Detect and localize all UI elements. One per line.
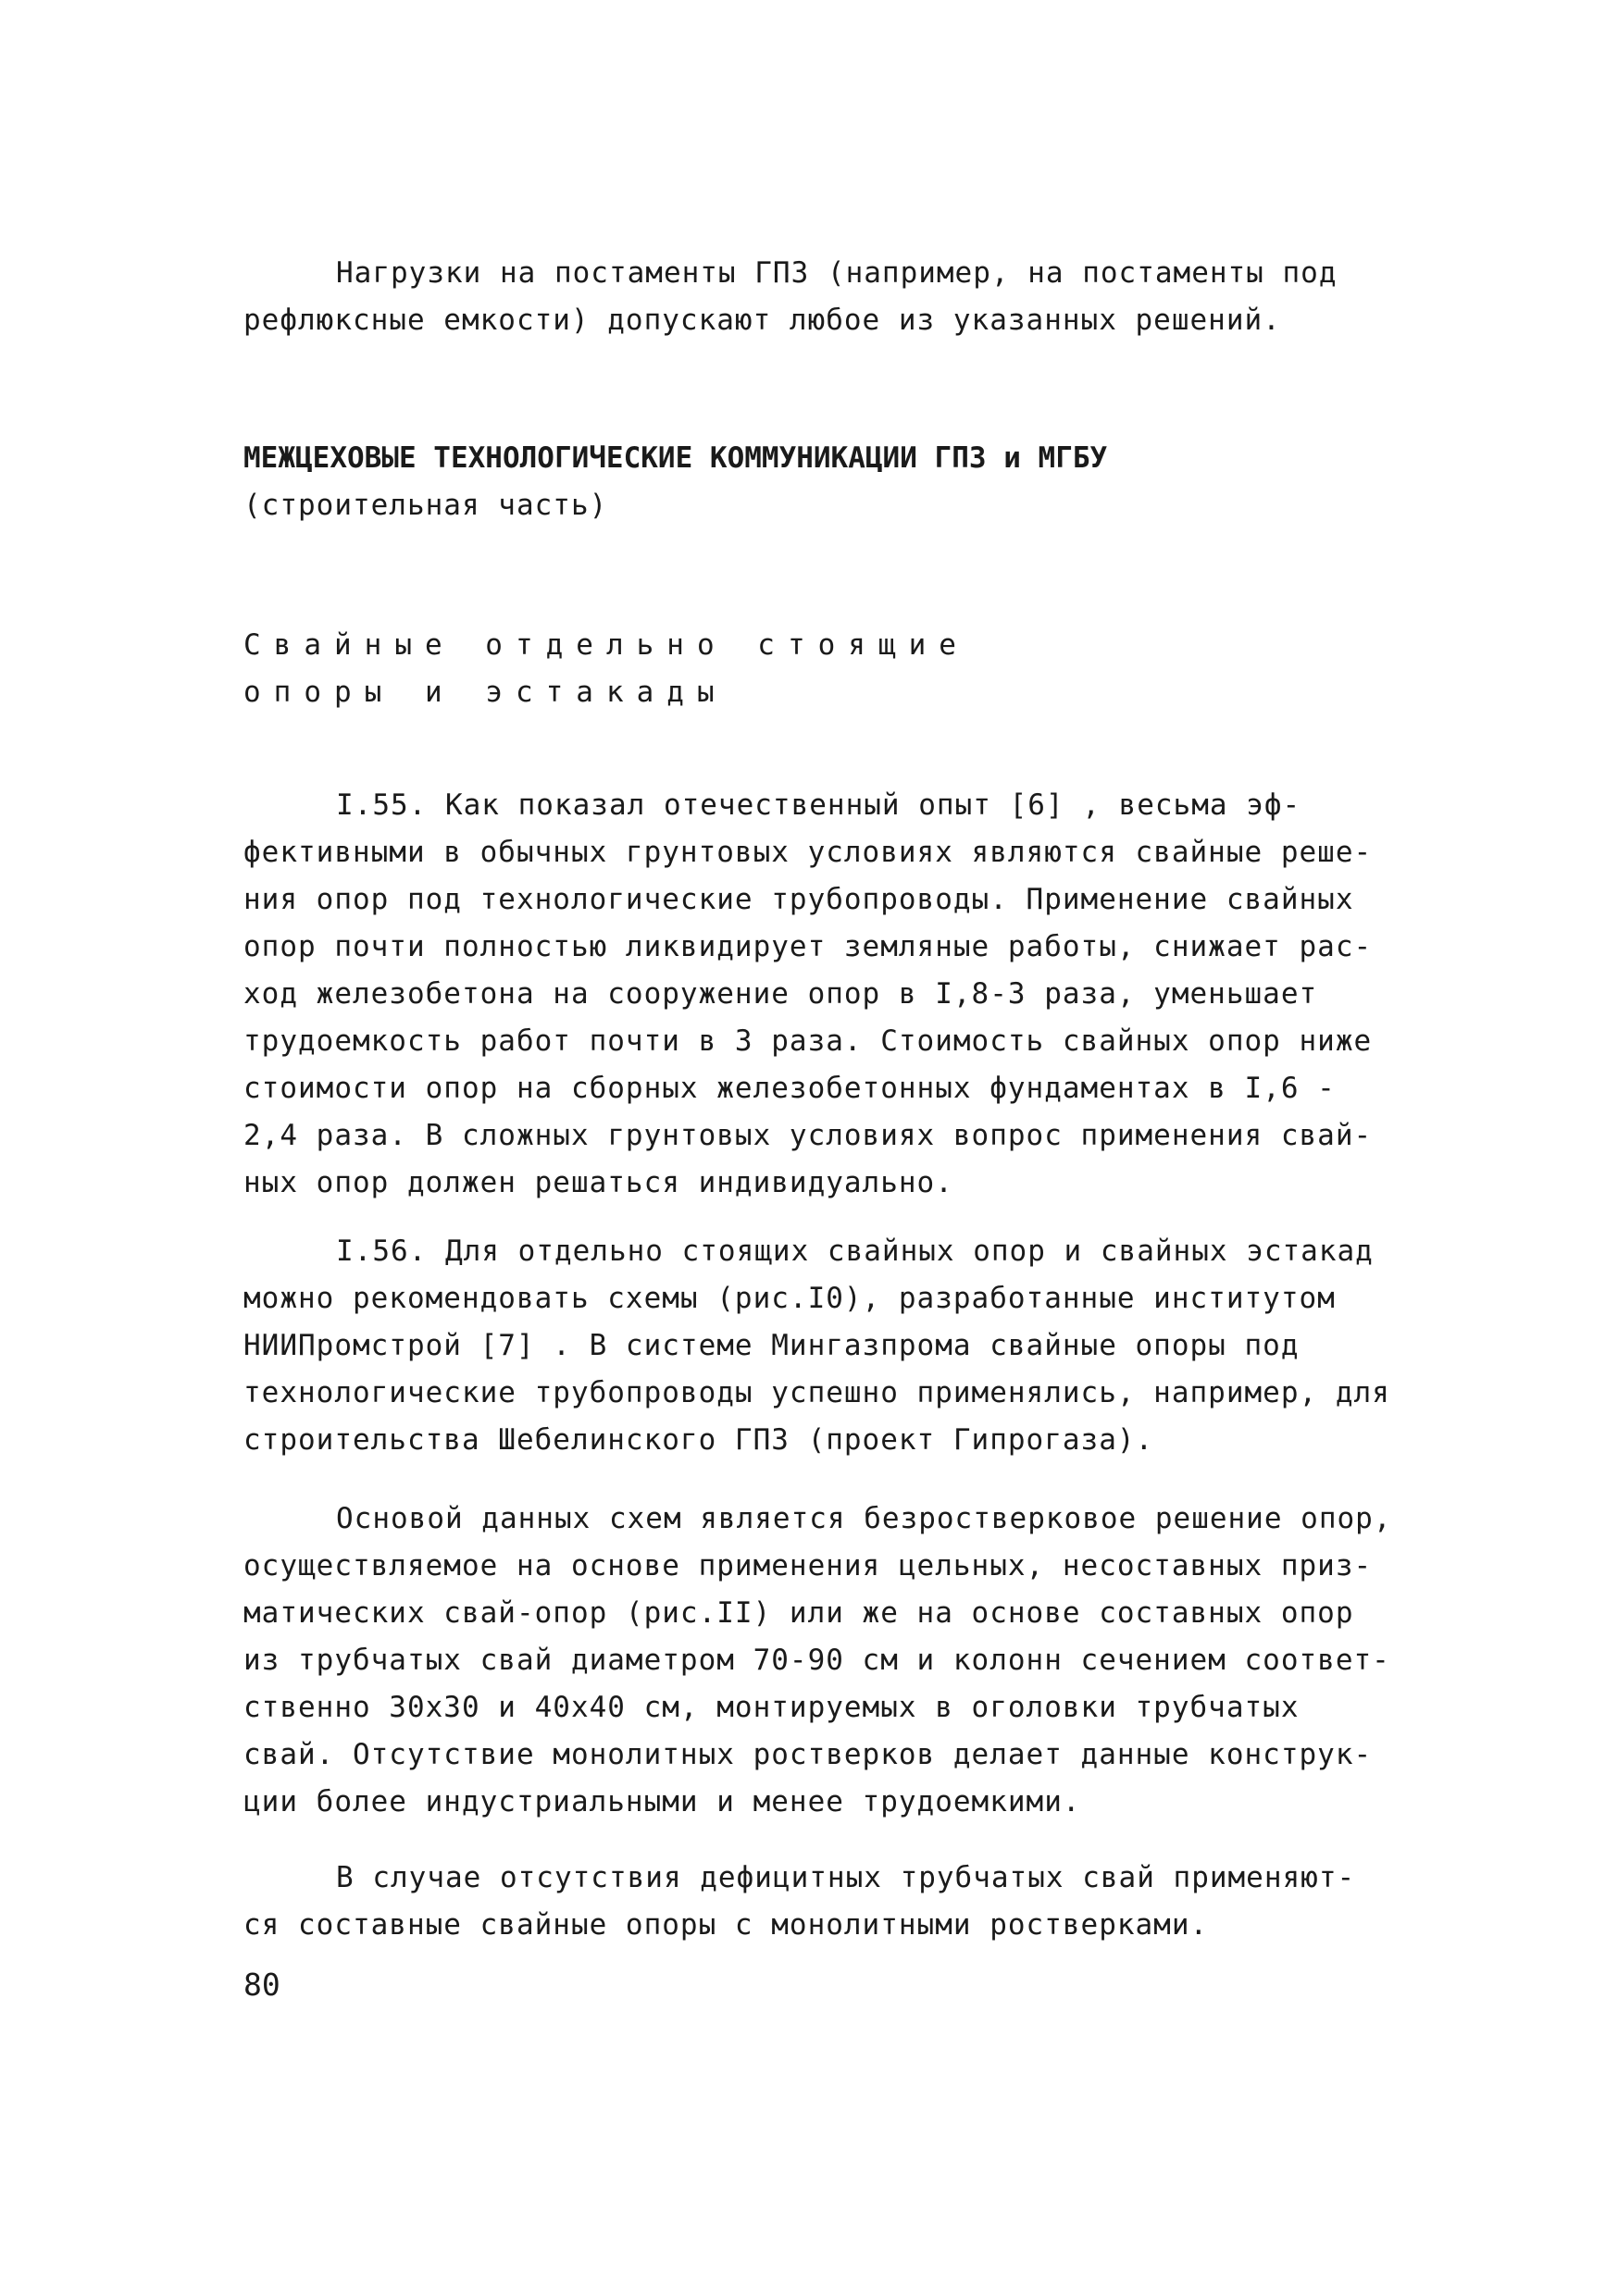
intro-paragraph (243, 250, 1419, 344)
paragraph-1-55 (243, 782, 1419, 1207)
text-line: свай. Отсутствие монолитных ростверков делает данные конструк- (243, 1738, 1373, 1771)
text-line: осуществляемое на основе применения цельных, несоставных приз- (243, 1549, 1373, 1582)
subsection-title (243, 622, 1419, 716)
text-line: ния опор под технологические трубопроводы. Применение свайных (243, 883, 1354, 916)
text-line: можно рекомендовать схемы (рис.I0), разработанные институтом (243, 1282, 1336, 1315)
text-line: опор почти полностью ликвидирует земляные работы, снижает рас- (243, 930, 1373, 963)
text-line: I.56. Для отдельно стоящих свайных опор и свайных эстакад (336, 1235, 1374, 1268)
text-line: ся составные свайные опоры с монолитными ростверками. (243, 1908, 1209, 1942)
text-line: строительства Шебелинского ГПЗ (проект Гипрогаза). (243, 1423, 1154, 1457)
text-line: ции более индустриальными и менее трудоемкими. (243, 1785, 1081, 1818)
text-line: технологические трубопроводы успешно применялись, например, для (243, 1376, 1390, 1409)
subsection-title-line: опоры и эстакады (243, 676, 728, 709)
paragraph-absence (243, 1855, 1419, 1949)
text-line: рефлюксные емкости) допускают любое из указанных решений. (243, 304, 1281, 337)
text-line: 2,4 раза. В сложных грунтовых условиях вопрос применения свай- (243, 1119, 1373, 1152)
text-line: В случае отсутствия дефицитных трубчатых свай применяют- (336, 1861, 1356, 1894)
text-line: матических свай-опор (рис.II) или же на основе составных опор (243, 1596, 1354, 1630)
text-line: фективными в обычных грунтовых условиях являются свайные реше- (243, 836, 1373, 869)
text-line: Основой данных схем является безростверковое решение опор, (336, 1502, 1392, 1535)
text-line: ственно 30х30 и 40х40 см, монтируемых в оголовки трубчатых (243, 1691, 1300, 1724)
text-line: ных опор должен решаться индивидуально. (243, 1166, 953, 1199)
text-line: НИИПромстрой [7] . В системе Мингазпрома свайные опоры под (243, 1329, 1300, 1362)
text-line: стоимости опор на сборных железобетонных фундаментах в I,6 - (243, 1072, 1336, 1105)
text-line: трудоемкость работ почти в 3 раза. Стоимость свайных опор ниже (243, 1024, 1373, 1058)
text-line: I.55. Как показал отечественный опыт [6] , весьма эф- (336, 788, 1301, 822)
paragraph-1-56 (243, 1228, 1419, 1464)
text-line: из трубчатых свай диаметром 70-90 см и колонн сечением соответ- (243, 1644, 1390, 1677)
page-number: 80 (243, 1967, 280, 2003)
subsection-title-line: Свайные отдельно стоящие (243, 628, 969, 662)
section-title-line: МЕЖЦЕХОВЫЕ ТЕХНОЛОГИЧЕСКИЕ КОММУНИКАЦИИ ГПЗ и МГБУ (243, 441, 1108, 475)
text-line: Нагрузки на постаменты ГПЗ (например, на постаменты под (336, 256, 1338, 290)
section-title (243, 435, 1419, 529)
section-subtitle-line: (строительная часть) (243, 489, 608, 522)
paragraph-basis (243, 1496, 1419, 1826)
text-line: ход железобетона на сооружение опор в I,8-3 раза, уменьшает (243, 977, 1318, 1011)
